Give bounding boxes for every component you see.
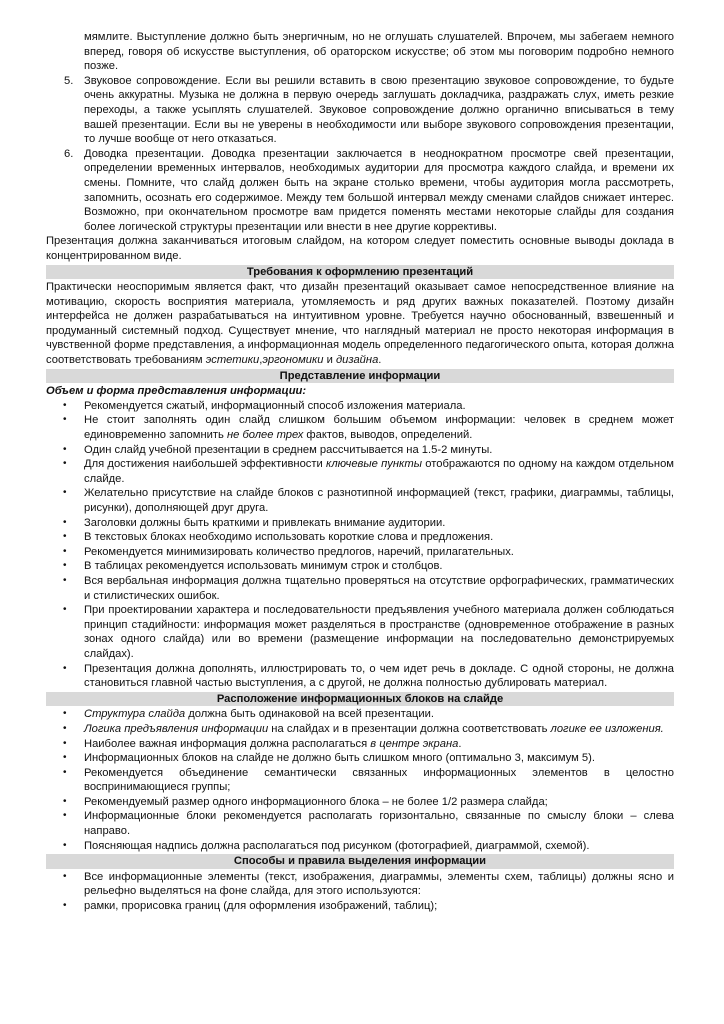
step-number: 5. xyxy=(64,74,74,87)
list-item: • Все информационные элементы (текст, изображения, диаграммы, элементы схем, таблицы) должны ясно и рельефно выделяться на фоне слайда, для этого используются: xyxy=(63,870,674,898)
bullet-icon: • xyxy=(63,795,67,807)
bullet-icon: • xyxy=(63,399,67,411)
bullet-icon: • xyxy=(63,604,67,616)
list-item: • Информационные блоки рекомендуется располагать горизонтально, связанные по смыслу блоки – слева направо. xyxy=(63,810,674,838)
bullet-icon: • xyxy=(63,487,67,499)
section-heading-layout: Расположение информационных блоков на слайде xyxy=(46,692,674,707)
conclusion-paragraph: Презентация должна заканчиваться итоговым слайдом, на котором следует поместить основные выводы доклада в концентрированном виде. xyxy=(46,235,674,262)
list-item: • Один слайд учебной презентации в среднем рассчитывается на 1.5-2 минуты. xyxy=(63,443,493,456)
list-item: • Наиболее важная информация должна располагаться в центре экрана. xyxy=(63,737,462,750)
bullet-icon: • xyxy=(63,414,67,426)
bullet-icon: • xyxy=(63,708,67,720)
bullet-icon: • xyxy=(63,900,67,912)
bullet-icon: • xyxy=(63,870,67,882)
bullet-icon: • xyxy=(63,531,67,543)
list-item: • Рекомендуется объединение семантически связанных информационных элементов в целостно воспринимающиеся группы; xyxy=(63,766,674,794)
section-heading-presentation: Представление информации xyxy=(46,369,674,384)
list-item: • рамки, прорисовка границ (для оформления изображений, таблиц); xyxy=(63,900,438,913)
design-paragraph: Практически неоспоримым является факт, что дизайн презентаций оказывает самое непосредственное влияние на мотивацию, скорость восприятия материала, утомляемость и ряд других важных показателей. Поэтому дизайн интерфейса не должен разрабатываться на интуитивном уровне. Требуется научно обоснованный, взвешенный и продуманный системный подход. Существует мнение, что наглядный материал не просто некоторая информация в чувственной форме представления, а информационная модель определенного педагогического опыта, которая должна соответствовать требованиям эстетики,эргономики и дизайна. xyxy=(46,281,674,367)
list-item xyxy=(46,74,674,147)
list-item: • Информационных блоков на слайде не должно быть слишком много (оптимально 3, максимум 5). xyxy=(63,752,595,765)
list-item: • Заголовки должны быть краткими и привлекать внимание аудитории. xyxy=(63,516,446,529)
step-text: Звуковое сопровождение. Если вы решили вставить в свою презентацию звуковое сопровождение, то будьте очень аккуратны. Музыка не должна в первую очередь заглушать докладчика, раздражать слух, иметь резкие переходы, а также усыплять слушателей. Звуковое сопровождение должно органично вписываться в тему вашей презентации. Если вы не уверены в необходимости или выборе звукового сопровождения презентации, то лучше вообще от него отказаться. xyxy=(84,74,674,146)
bullet-icon: • xyxy=(63,458,67,470)
list-item: • Для достижения наибольшей эффективности ключевые пункты отображаются по одному на каждом отдельном слайде. xyxy=(63,458,674,485)
list-item: • В текстовых блоках необходимо использовать короткие слова и предложения. xyxy=(63,531,494,544)
list-item: • Рекомендуемый размер одного информационного блока – не более 1/2 размера слайда; xyxy=(63,795,548,808)
bullet-icon: • xyxy=(63,662,67,674)
bullet-icon: • xyxy=(63,810,67,822)
bullet-icon: • xyxy=(63,752,67,764)
list-item: • При проектировании характера и последовательности предъявления учебного материала должен соблюдаться принцип стадийности: информация может разделяться в пространстве (одновременное отображение в разных зонах одного слайда) или во времени (размещение информации на последовательно демонстрируемых слайдах). xyxy=(63,604,674,660)
bullet-icon: • xyxy=(63,560,67,572)
list-item: • Рекомендуется минимизировать количество предлогов, наречий, прилагательных. xyxy=(63,545,514,558)
list-item: • Логика предъявления информации на слайдах и в презентации должна соответствовать логике ее изложения. xyxy=(63,722,664,735)
bullet-icon: • xyxy=(63,737,67,749)
bullet-icon: • xyxy=(63,766,67,778)
steps-list xyxy=(46,74,674,235)
step-number: 6. xyxy=(64,147,74,160)
step-text: Доводка презентации. Доводка презентации заключается в неоднократном просмотре свей презентации, определении временных интервалов, необходимых аудитории для просмотра каждого слайда, и времени их смены. Помните, что слайд должен быть на экране столько времени, чтобы аудитория могла рассмотреть, запомнить, осознать его содержимое. Между тем большой интервал между сменами слайдов снижает интерес. Возможно, при окончательном просмотре вам придется поменять местами некоторые слайды для создания более логической структуры презентации или внести в нее другие коррективы. xyxy=(84,147,674,233)
subheading-volume-form: Объем и форма представления информации: xyxy=(46,385,307,398)
document-page xyxy=(46,30,674,914)
bullet-list-highlight xyxy=(46,870,674,914)
section-heading-highlight: Способы и правила выделения информации xyxy=(46,854,674,869)
list-item: • Поясняющая надпись должна располагаться под рисунком (фотографией, диаграммой, схемой). xyxy=(63,839,590,852)
intro-continuation: мямлите. Выступление должно быть энергичным, но не оглушать слушателей. Впрочем, мы забегаем немного вперед, говоря об искусстве выступления, об ораторском искусстве; об этом мы поговорим подробно немного позже. xyxy=(84,31,674,73)
list-item: • Структура слайда должна быть одинаковой на всей презентации. xyxy=(63,708,434,721)
list-item: • Вся вербальная информация должна тщательно проверяться на отсутствие орфографических, грамматических и стилистических ошибок. xyxy=(63,574,674,602)
bullet-list-volume xyxy=(46,399,674,691)
bullet-icon: • xyxy=(63,516,67,528)
list-item: • Презентация должна дополнять, иллюстрировать то, о чем идет речь в докладе. С одной стороны, не должна становиться главной частью выступления, а с другой, не должна полностью дублировать материал. xyxy=(63,662,674,690)
bullet-icon: • xyxy=(63,839,67,851)
bullet-list-layout xyxy=(46,707,674,853)
list-item: • В таблицах рекомендуется использовать минимум строк и столбцов. xyxy=(63,560,443,573)
bullet-icon: • xyxy=(63,443,67,455)
bullet-icon: • xyxy=(63,722,67,734)
list-item xyxy=(46,147,674,235)
bullet-icon: • xyxy=(63,545,67,557)
list-item: • Не стоит заполнять один слайд слишком большим объемом информации: человек в среднем может единовременно запомнить не более трех фактов, выводов, определений. xyxy=(63,414,674,442)
section-heading-design: Требования к оформлению презентаций xyxy=(46,265,674,280)
bullet-icon: • xyxy=(63,574,67,586)
list-item: • Желательно присутствие на слайде блоков с разнотипной информацией (текст, графики, диаграммы, таблицы, рисунки), дополняющей друг друга. xyxy=(63,487,674,514)
list-item: • Рекомендуется сжатый, информационный способ изложения материала. xyxy=(63,399,466,412)
